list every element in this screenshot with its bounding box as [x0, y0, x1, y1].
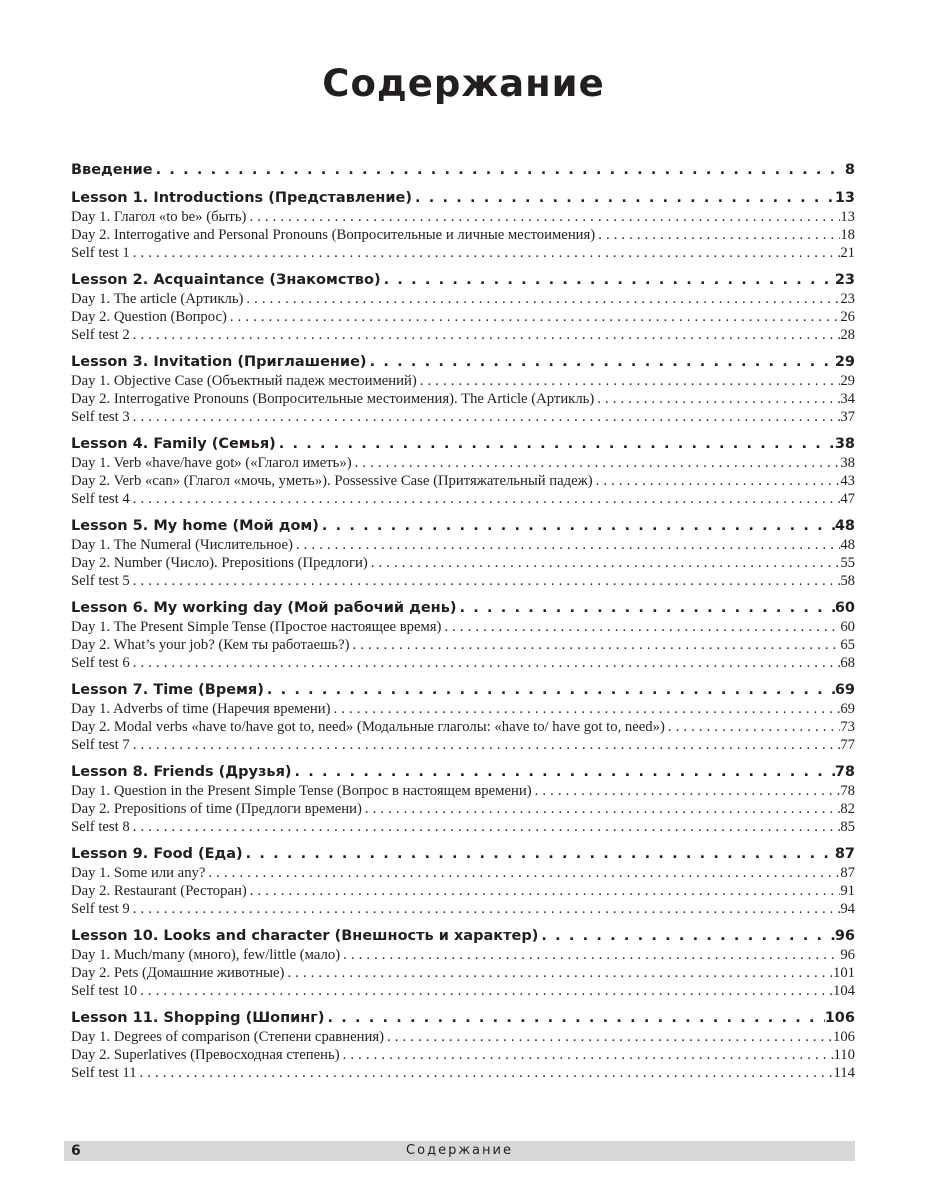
toc-entry-page: 106 [832, 1029, 855, 1045]
dot-leader [130, 654, 841, 672]
toc-subentry[interactable] [71, 226, 855, 244]
toc-lesson-entry[interactable] [71, 926, 855, 946]
toc-entry-page: 85 [840, 819, 855, 835]
toc-subentry[interactable] [71, 572, 855, 590]
page-footer [64, 1141, 855, 1161]
toc-subentry[interactable] [71, 1046, 855, 1064]
toc-entry-title: Self test 6 [71, 655, 130, 671]
toc-subentry[interactable] [71, 654, 855, 672]
toc-subentry[interactable] [71, 390, 855, 408]
dot-leader [367, 352, 835, 372]
toc-lesson-section [71, 516, 855, 590]
toc-entry-title: Day 2. Prepositions of time (Предлоги времени) [71, 801, 362, 817]
dot-leader [665, 718, 840, 736]
dot-leader [284, 964, 833, 982]
toc-subentry[interactable] [71, 554, 855, 572]
toc-entry-title: Self test 5 [71, 573, 130, 589]
toc-lesson-section [71, 598, 855, 672]
dot-leader [227, 308, 840, 326]
toc-entry-title: Self test 9 [71, 901, 130, 917]
toc-lesson-section [71, 680, 855, 754]
dot-leader [276, 434, 835, 454]
toc-entry-page: 60 [834, 600, 855, 616]
toc-entry-page: 38 [840, 455, 855, 471]
toc-entry-page: 114 [833, 1065, 855, 1081]
toc-entry-page: 87 [840, 865, 855, 881]
dot-leader [130, 244, 841, 262]
running-title: Содержание [406, 1143, 513, 1158]
dot-leader [130, 408, 841, 426]
toc-entry-title: Day 1. Adverbs of time (Наречия времени) [71, 701, 331, 717]
dot-leader [532, 782, 841, 800]
toc-entry-title: Lesson 4. Family (Семья) [71, 436, 276, 452]
dot-leader [368, 554, 841, 572]
dot-leader [331, 700, 841, 718]
toc-lesson-entry[interactable] [71, 270, 855, 290]
toc-lesson-section [71, 352, 855, 426]
dot-leader [130, 736, 841, 754]
dot-leader [130, 490, 841, 508]
toc-entry-title: Day 1. The Numeral (Числительное) [71, 537, 293, 553]
toc-subentry[interactable] [71, 536, 855, 554]
toc-entry-title: Lesson 7. Time (Время) [71, 682, 264, 698]
toc-subentry[interactable] [71, 244, 855, 262]
toc-entry-page: 29 [834, 354, 855, 370]
toc-entry-page: 13 [834, 190, 855, 206]
dot-leader [137, 1064, 834, 1082]
dot-leader [350, 636, 841, 654]
lesson-list [71, 188, 855, 1082]
dot-leader [340, 946, 840, 964]
dot-leader [137, 982, 833, 1000]
toc-entry-title: Self test 8 [71, 819, 130, 835]
toc-subentry[interactable] [71, 308, 855, 326]
toc-entry-page: 87 [834, 846, 855, 862]
toc-entry-title: Day 2. Interrogative and Personal Pronouns (Вопросительные и личные местоимения) [71, 227, 596, 243]
toc-entry-title: Self test 2 [71, 327, 130, 343]
toc-entry-title: Lesson 10. Looks and character (Внешность и характер) [71, 928, 539, 944]
toc-entry-title: Day 2. What’s your job? (Кем ты работаешь?) [71, 637, 350, 653]
toc-subentry[interactable] [71, 964, 855, 982]
toc-entry-title: Self test 1 [71, 245, 130, 261]
toc-lesson-entry[interactable] [71, 680, 855, 700]
toc-entry-page: 18 [840, 227, 855, 243]
toc-entry-title: Day 1. Objective Case (Объектный падеж местоимений) [71, 373, 417, 389]
toc-subentry[interactable] [71, 618, 855, 636]
toc-subentry[interactable] [71, 208, 855, 226]
toc-entry-page: 29 [840, 373, 855, 389]
toc-entry-page: 96 [840, 947, 855, 963]
toc-entry-page: 94 [840, 901, 855, 917]
toc-entry-page: 68 [840, 655, 855, 671]
toc-entry-title: Lesson 1. Introductions (Представление) [71, 190, 412, 206]
toc-entry-title: Lesson 11. Shopping (Шопинг) [71, 1010, 325, 1026]
toc-lesson-entry[interactable] [71, 762, 855, 782]
toc-entry-title: Lesson 8. Friends (Друзья) [71, 764, 292, 780]
toc-entry-page: 69 [834, 682, 855, 698]
toc-entry-page: 48 [834, 518, 855, 534]
toc-lesson-entry[interactable] [71, 598, 855, 618]
dot-leader [243, 290, 840, 308]
dot-leader [205, 864, 840, 882]
toc-subentry[interactable] [71, 982, 855, 1000]
table-of-contents [71, 160, 855, 1082]
toc-lesson-section [71, 188, 855, 262]
toc-entry-title: Day 1. Much/many (много), few/little (мало) [71, 947, 341, 963]
toc-entry-title: Day 1. The article (Артикль) [71, 291, 244, 307]
dot-leader [130, 900, 841, 918]
dot-leader [130, 572, 841, 590]
toc-entry-title: Day 1. Question in the Present Simple Tense (Вопрос в настоящем времени) [71, 783, 532, 799]
toc-entry-title: Day 2. Question (Вопрос) [71, 309, 227, 325]
toc-subentry[interactable] [71, 1064, 855, 1082]
toc-entry-page: 23 [834, 272, 855, 288]
dot-leader [243, 844, 835, 864]
toc-entry-title: Day 2. Pets (Домашние животные) [71, 965, 285, 981]
toc-entry-title: Lesson 9. Food (Еда) [71, 846, 243, 862]
toc-entry-title: Day 2. Superlatives (Превосходная степень) [71, 1047, 340, 1063]
toc-lesson-entry[interactable] [71, 1008, 855, 1028]
toc-entry-page: 23 [840, 291, 855, 307]
toc-entry-title: Введение [71, 162, 153, 178]
dot-leader [417, 372, 841, 390]
dot-leader [538, 926, 834, 946]
toc-entry-title: Day 1. Verb «have/have got» («Глагол иметь») [71, 455, 352, 471]
toc-entry-title: Day 1. The Present Simple Tense (Простое настоящее время) [71, 619, 442, 635]
toc-entry-title: Self test 7 [71, 737, 130, 753]
toc-subentry[interactable] [71, 882, 855, 900]
toc-entry-page: 26 [840, 309, 855, 325]
dot-leader [381, 270, 835, 290]
dot-leader [246, 208, 840, 226]
toc-lesson-section [71, 270, 855, 344]
toc-entry-page: 34 [840, 391, 855, 407]
toc-entry-title: Day 2. Verb «can» (Глагол «мочь, уметь»). Possessive Case (Притяжательный падеж) [71, 473, 593, 489]
toc-entry-page: 21 [840, 245, 855, 261]
toc-entry-page: 37 [840, 409, 855, 425]
toc-lesson-section [71, 762, 855, 836]
toc-entry-page: 106 [824, 1010, 855, 1026]
dot-leader [384, 1028, 833, 1046]
toc-subentry[interactable] [71, 454, 855, 472]
toc-entry-page: 65 [840, 637, 855, 653]
toc-entry-title: Day 2. Number (Число). Prepositions (Предлоги) [71, 555, 368, 571]
toc-subentry[interactable] [71, 736, 855, 754]
toc-entry-title: Self test 4 [71, 491, 130, 507]
toc-entry-page: 77 [840, 737, 855, 753]
toc-lesson-entry[interactable] [71, 352, 855, 372]
toc-entry-page: 101 [832, 965, 855, 981]
toc-lesson-section [71, 844, 855, 918]
toc-lesson-section [71, 434, 855, 508]
toc-entry-title: Self test 11 [71, 1065, 137, 1081]
toc-entry-title: Day 2. Interrogative Pronouns (Вопросительные местоимения). The Article (Артикль) [71, 391, 595, 407]
dot-leader [595, 226, 840, 244]
toc-entry-page: 38 [834, 436, 855, 452]
dot-leader [153, 160, 845, 180]
toc-subentry[interactable] [71, 700, 855, 718]
toc-lesson-section [71, 926, 855, 1000]
toc-entry-title: Lesson 3. Invitation (Приглашение) [71, 354, 367, 370]
toc-entry-title: Lesson 6. My working day (Мой рабочий день) [71, 600, 457, 616]
toc-entry-title: Day 2. Restaurant (Ресторан) [71, 883, 247, 899]
toc-entry-page: 8 [844, 162, 855, 178]
page-number: 6 [71, 1143, 81, 1159]
dot-leader [441, 618, 840, 636]
toc-entry-page: 28 [840, 327, 855, 343]
toc-entry-title: Lesson 5. My home (Мой дом) [71, 518, 319, 534]
dot-leader [352, 454, 841, 472]
dot-leader [340, 1046, 834, 1064]
toc-subentry[interactable] [71, 408, 855, 426]
dot-leader [362, 800, 840, 818]
toc-entry-title: Lesson 2. Acquaintance (Знакомство) [71, 272, 381, 288]
toc-subentry[interactable] [71, 800, 855, 818]
toc-lesson-entry[interactable] [71, 188, 855, 208]
toc-entry-page: 43 [840, 473, 855, 489]
dot-leader [319, 516, 835, 536]
toc-subentry[interactable] [71, 864, 855, 882]
toc-subentry[interactable] [71, 290, 855, 308]
toc-entry-page: 96 [834, 928, 855, 944]
dot-leader [130, 326, 841, 344]
dot-leader [130, 818, 841, 836]
toc-entry-page: 110 [833, 1047, 855, 1063]
toc-entry-title: Day 1. Degrees of comparison (Степени сравнения) [71, 1029, 384, 1045]
toc-entry-page: 55 [840, 555, 855, 571]
toc-entry-title: Self test 10 [71, 983, 138, 999]
toc-lesson-section [71, 1008, 855, 1082]
toc-entry-page: 82 [840, 801, 855, 817]
toc-lesson-entry[interactable] [71, 516, 855, 536]
toc-subentry[interactable] [71, 372, 855, 390]
dot-leader [293, 536, 840, 554]
toc-subentry[interactable] [71, 472, 855, 490]
toc-entry-page: 13 [840, 209, 855, 225]
toc-entry-page: 58 [840, 573, 855, 589]
toc-subentry[interactable] [71, 718, 855, 736]
toc-lesson-entry[interactable] [71, 844, 855, 864]
dot-leader [594, 390, 840, 408]
toc-entry-title: Day 1. Some или any? [71, 865, 206, 881]
dot-leader [593, 472, 841, 490]
toc-subentry[interactable] [71, 326, 855, 344]
toc-subentry[interactable] [71, 818, 855, 836]
toc-entry-page: 47 [840, 491, 855, 507]
toc-entry-page: 78 [840, 783, 855, 799]
dot-leader [325, 1008, 825, 1028]
toc-subentry[interactable] [71, 490, 855, 508]
dot-leader [264, 680, 835, 700]
toc-entry-page: 91 [840, 883, 855, 899]
dot-leader [412, 188, 835, 208]
toc-subentry[interactable] [71, 900, 855, 918]
toc-entry-page: 69 [840, 701, 855, 717]
page-title: Содержание [322, 62, 605, 105]
dot-leader [247, 882, 841, 900]
dot-leader [457, 598, 835, 618]
dot-leader [292, 762, 835, 782]
toc-entry-title: Day 2. Modal verbs «have to/have got to, need» (Модальные глаголы: «have to/ have got to, need») [71, 719, 665, 735]
toc-entry-page: 73 [840, 719, 855, 735]
toc-entry-page: 48 [840, 537, 855, 553]
toc-entry-title: Self test 3 [71, 409, 130, 425]
toc-entry-page: 104 [832, 983, 855, 999]
toc-entry-page: 60 [840, 619, 855, 635]
toc-subentry[interactable] [71, 1028, 855, 1046]
toc-subentry[interactable] [71, 782, 855, 800]
toc-entry-page: 78 [834, 764, 855, 780]
toc-subentry[interactable] [71, 636, 855, 654]
toc-lesson-entry[interactable] [71, 434, 855, 454]
toc-entry-introduction[interactable] [71, 160, 855, 180]
toc-entry-title: Day 1. Глагол «to be» (быть) [71, 209, 247, 225]
toc-subentry[interactable] [71, 946, 855, 964]
